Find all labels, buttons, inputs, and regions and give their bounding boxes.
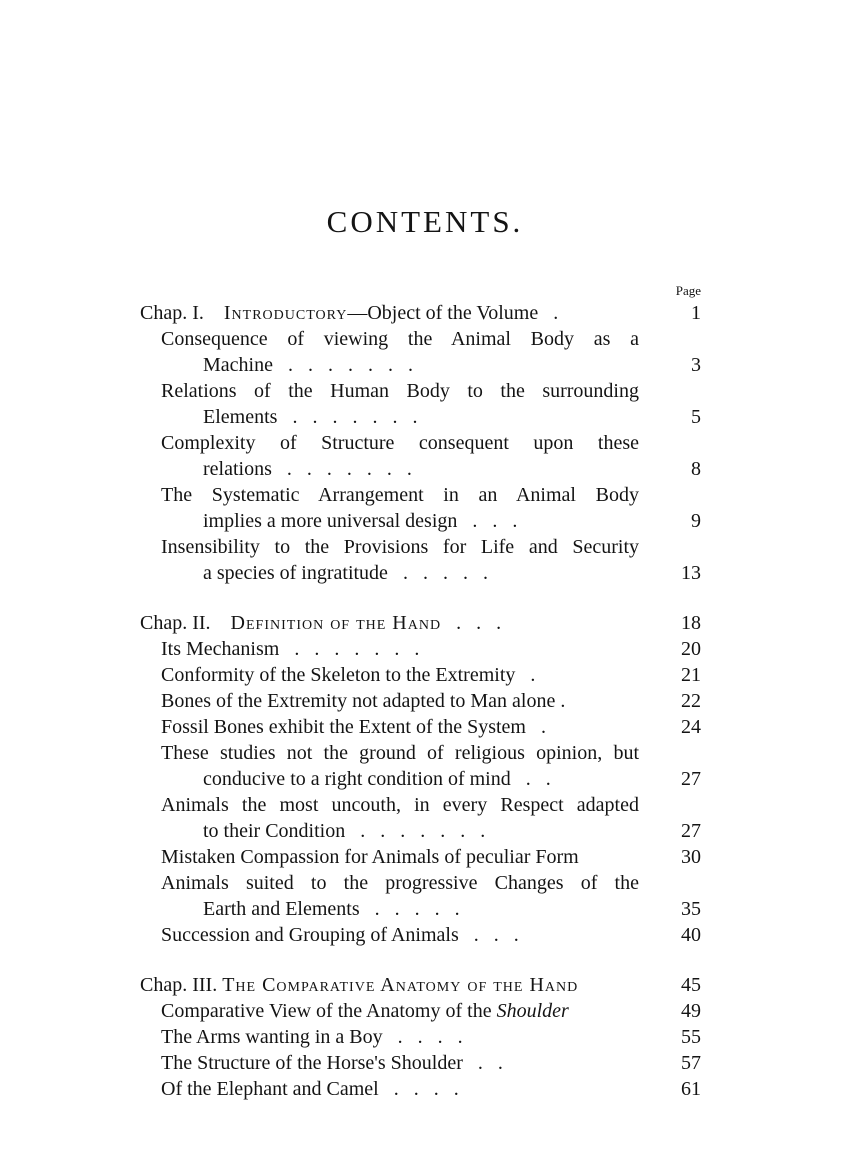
toc-entry	[140, 792, 701, 844]
entry-line: Elements	[203, 406, 278, 428]
entry-line: The Systematic Arrangement in an Animal Body	[161, 484, 639, 506]
entry-line: The Arms wanting in a Boy	[161, 1026, 383, 1048]
chapter-label: Chap. I.	[140, 302, 204, 324]
entry-line: Succession and Grouping of Animals	[161, 924, 459, 946]
dot-leader: . . . .	[382, 1026, 463, 1048]
chapter-2	[140, 610, 701, 948]
toc-entry	[140, 636, 701, 662]
page-number: 49	[681, 1000, 701, 1022]
page-number: 55	[681, 1026, 701, 1048]
dot-leader: . . . . . . .	[279, 638, 420, 660]
toc-entry	[140, 482, 701, 534]
page-number: 35	[681, 898, 701, 920]
dot-leader: . . .	[457, 510, 518, 532]
toc-entry	[140, 844, 701, 870]
entry-line: Machine	[203, 354, 273, 376]
entry-line: Earth and Elements	[203, 898, 360, 920]
page-number: 1	[691, 302, 701, 324]
toc-entry	[140, 688, 701, 714]
page-number: 9	[691, 510, 701, 532]
page-number: 24	[681, 716, 701, 738]
toc-entry	[140, 430, 701, 482]
entry-line: Conformity of the Skeleton to the Extremity	[161, 664, 516, 686]
dot-leader: . . . . .	[387, 562, 488, 584]
entry-line: Complexity of Structure consequent upon these	[161, 432, 639, 454]
entry-line: to their Condition	[203, 820, 346, 842]
dot-leader: . . . . .	[359, 898, 460, 920]
dot-leader: . .	[462, 1052, 503, 1074]
chapter-label: Chap. II.	[140, 612, 211, 634]
page-number: 61	[681, 1078, 701, 1100]
entry-line: Animals suited to the progressive Changes of the	[161, 872, 639, 894]
dot-leader: . . .	[441, 612, 502, 634]
entry-line: The Structure of the Horse's Shoulder	[161, 1052, 463, 1074]
toc-entry	[140, 714, 701, 740]
entry-line: Animals the most uncouth, in every Respect adapted	[161, 794, 639, 816]
dot-leader: .	[515, 664, 536, 686]
entry-line: Mistaken Compassion for Animals of peculiar Form	[161, 846, 579, 868]
page-title: CONTENTS.	[326, 204, 524, 239]
chapter-heading	[140, 300, 701, 326]
entry-line: Comparative View of the Anatomy of the	[161, 1000, 497, 1022]
entry-line: Consequence of viewing the Animal Body as a	[161, 328, 639, 350]
toc-entry	[140, 1076, 701, 1102]
page-number: 22	[681, 690, 701, 712]
toc-entry	[140, 326, 701, 378]
toc-entry	[140, 1024, 701, 1050]
chapter-title: Definition of the Hand	[230, 612, 442, 634]
chapter-heading	[140, 972, 701, 998]
chapter-3	[140, 972, 701, 1102]
dot-leader: .	[538, 302, 559, 324]
entry-line: Relations of the Human Body to the surrounding	[161, 380, 639, 402]
dot-leader: . . . .	[378, 1078, 459, 1100]
entry-line: These studies not the ground of religious opinion, but	[161, 742, 639, 764]
page-number: 30	[681, 846, 701, 868]
page-number: 27	[681, 768, 701, 790]
dot-leader: . .	[510, 768, 551, 790]
toc-entry	[140, 922, 701, 948]
dot-leader: . . . . . . .	[345, 820, 486, 842]
chapter-1	[140, 300, 701, 586]
page-number: 8	[691, 458, 701, 480]
page-number: 45	[681, 974, 701, 996]
entry-line: Insensibility to the Provisions for Life and Security	[161, 536, 639, 558]
entry-line: Of the Elephant and Camel	[161, 1078, 379, 1100]
entry-line: Its Mechanism	[161, 638, 280, 660]
page-number: 3	[691, 354, 701, 376]
entry-line: conducive to a right condition of mind	[203, 768, 511, 790]
dot-leader: . . . . . . .	[277, 406, 418, 428]
page-number: 13	[681, 562, 701, 584]
chapter-title: The Comparative Anatomy of the Hand	[222, 974, 579, 996]
page-number: 18	[681, 612, 701, 634]
toc-entry	[140, 378, 701, 430]
toc-entry	[140, 740, 701, 792]
dot-leader: . . .	[458, 924, 519, 946]
toc-entry	[140, 998, 701, 1024]
chapter-label: Chap. III.	[140, 974, 218, 996]
toc-entry	[140, 870, 701, 922]
page-number: 27	[681, 820, 701, 842]
entry-line: implies a more universal design	[203, 510, 458, 532]
toc-entry	[140, 662, 701, 688]
page-number: 57	[681, 1052, 701, 1074]
chapter-title: Introductory	[223, 302, 348, 324]
page-number: 40	[681, 924, 701, 946]
toc-entry	[140, 534, 701, 586]
entry-line: Bones of the Extremity not adapted to Man alone	[161, 690, 556, 712]
dot-leader: . . . . . . .	[271, 458, 412, 480]
entry-line: Fossil Bones exhibit the Extent of the System	[161, 716, 526, 738]
entry-italic: Shoulder	[496, 1000, 569, 1022]
page-number: 21	[681, 664, 701, 686]
dot-leader: .	[525, 716, 546, 738]
page-number: 5	[691, 406, 701, 428]
chapter-title-rest: —Object of the Volume	[347, 302, 539, 324]
page-number: 20	[681, 638, 701, 660]
entry-line: a species of ingratitude	[203, 562, 388, 584]
dot-leader: . . . . . . .	[272, 354, 413, 376]
chapter-heading	[140, 610, 701, 636]
dot-leader: .	[555, 690, 566, 712]
entry-line: relations	[203, 458, 272, 480]
page-column-label: Page	[675, 283, 701, 298]
toc-entry	[140, 1050, 701, 1076]
